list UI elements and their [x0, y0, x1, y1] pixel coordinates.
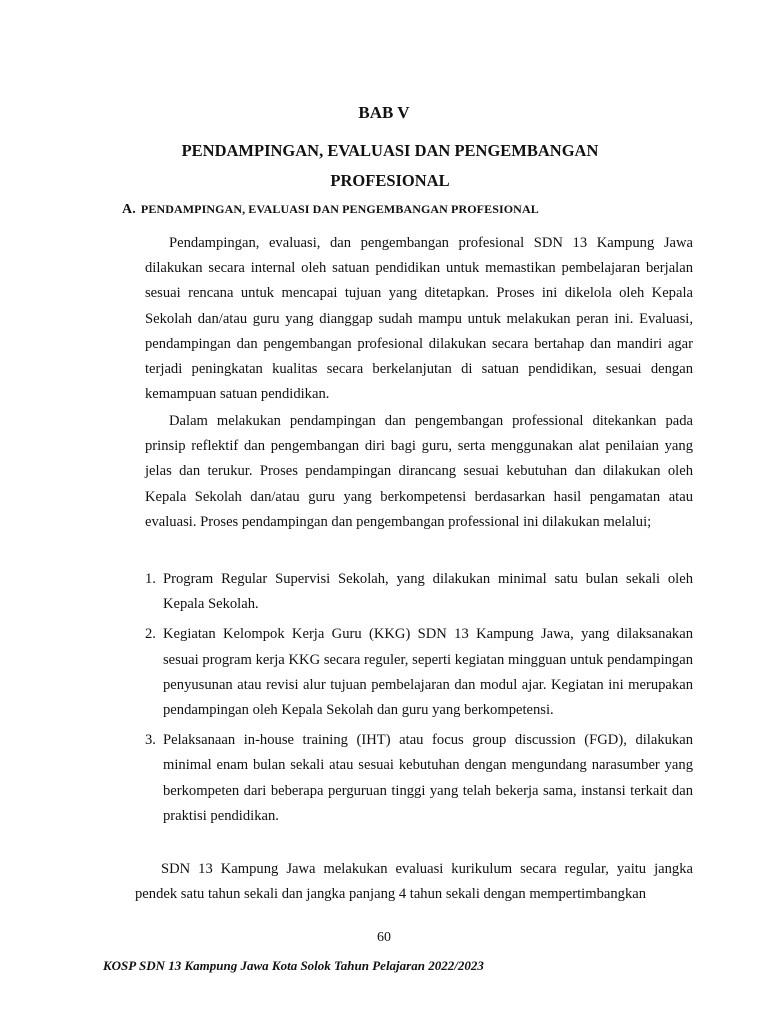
- paragraph-block-2: [145, 409, 693, 535]
- paragraph: Pendampingan, evaluasi, dan pengembangan profesional SDN 13 Kampung Jawa dilakukan secara internal oleh satuan pendidikan untuk memastikan pembelajaran berjalan sesuai rencana untuk mencapai tujuan yang ditetapkan. Proses ini dikelola oleh Kepala Sekolah dan/atau guru yang dianggap sudah mampu untuk melakukan peran ini. Evaluasi, pendampingan dan pengembangan profesional dilakukan secara bertahap dan mandiri agar terjadi peningkatan kualitas secara berkelanjutan di satuan pendidikan, sesuai dengan kemampuan satuan pendidikan.: [145, 235, 693, 403]
- list-item-number: 2.: [145, 626, 156, 643]
- chapter-title: [120, 136, 660, 196]
- chapter-title-line-2: PROFESIONAL: [330, 171, 450, 190]
- chapter-title-line-1: PENDAMPINGAN, EVALUASI DAN PENGEMBANGAN: [181, 141, 599, 160]
- list-item-text: Program Regular Supervisi Sekolah, yang dilakukan minimal satu bulan sekali oleh Kepala Sekolah.: [163, 571, 693, 613]
- list-item: [145, 728, 693, 829]
- numbered-list: [145, 567, 693, 834]
- section-title: PENDAMPINGAN, EVALUASI DAN PENGEMBANGAN PROFESIONAL: [140, 202, 539, 216]
- section-heading: [122, 202, 682, 218]
- list-item-text: Kegiatan Kelompok Kerja Guru (KKG) SDN 13 Kampung Jawa, yang dilaksanakan sesuai program kerja KKG secara reguler, seperti kegiatan mingguan untuk pendampingan penyusunan atau revisi alur tujuan pembelajaran dan modul ajar. Kegiatan ini merupakan pendampingan oleh Kepala Sekolah dan guru yang berkompetensi.: [163, 626, 693, 719]
- section-letter: A.: [122, 202, 136, 217]
- list-item-number: 1.: [145, 571, 156, 587]
- paragraph: Dalam melakukan pendampingan dan pengembangan professional ditekankan pada prinsip reflektif dan pengembangan diri bagi guru, serta menggunakan alat penilaian yang jelas dan terukur. Proses pendampingan dirancang sesuai kebutuhan dan dilakukan oleh Kepala Sekolah dan/atau guru yang berkompetensi berdasarkan hasil pengamatan atau evaluasi. Proses pendampingan dan pengembangan professional ini dilakukan melalui;: [145, 413, 693, 530]
- paragraph-block-3: [135, 857, 693, 907]
- page-number: 60: [377, 930, 391, 945]
- list-item: [145, 567, 693, 617]
- page-footer: KOSP SDN 13 Kampung Jawa Kota Solok Tahun Pelajaran 2022/2023: [103, 958, 484, 973]
- list-item-number: 3.: [145, 732, 156, 749]
- list-item-text: Pelaksanaan in-house training (IHT) atau focus group discussion (FGD), dilakukan minimal enam bulan sekali atau sesuai kebutuhan dengan mengundang narasumber yang berkompeten dari beberapa perguruan tinggi yang telah bekerja sama, instansi terkait dan praktisi pendidikan.: [163, 732, 693, 824]
- paragraph-block-1: [145, 231, 693, 407]
- list-item: [145, 622, 693, 723]
- closing-paragraph: SDN 13 Kampung Jawa melakukan evaluasi kurikulum secara regular, yaitu jangka pendek satu tahun sekali dan jangka panjang 4 tahun sekali dengan mempertimbangkan: [135, 861, 693, 903]
- chapter-number: BAB V: [358, 103, 410, 122]
